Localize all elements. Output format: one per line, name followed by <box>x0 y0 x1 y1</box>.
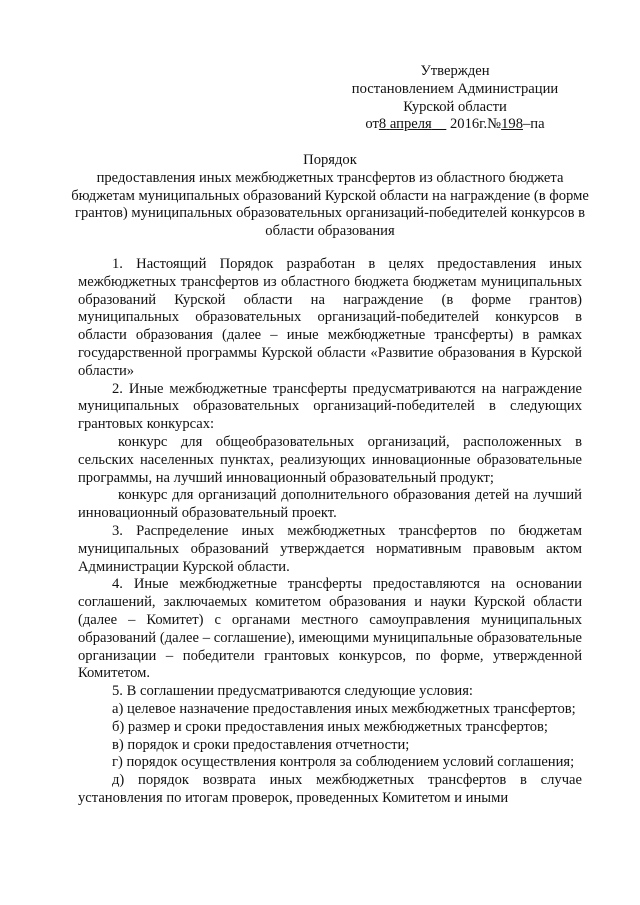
date-day: 8 <box>378 116 387 133</box>
document-title <box>70 152 590 241</box>
approval-line-3: Курской области <box>403 98 507 115</box>
paragraph-5-b: б) размер и сроки предоставления иных межбюджетных трансфертов; <box>112 718 548 735</box>
paragraph-5-e: д) порядок возврата иных межбюджетных трансфертов в случае установления по итогам проверок, проведенных Комитетом и иными <box>78 772 582 806</box>
date-number: 198 <box>501 116 523 133</box>
title-subtitle: предоставления иных межбюджетных трансфертов из областного бюджета бюджетам муниципальных образований Курской области на награждение (в форме грантов) муниципальных образовательных организаций-победителей конкурсов в области образования <box>71 169 589 240</box>
paragraph-5: 5. В соглашении предусматриваются следующие условия: <box>112 683 473 700</box>
approval-line-2: постановлением Администрации <box>351 80 559 97</box>
title-heading: Порядок <box>303 152 357 168</box>
paragraph-4: 4. Иные межбюджетные трансферты предоставляются на основании соглашений, заключаемых комитетом образования и науки Курской области (далее – Комитет) с органами местного самоуправления муниципальных образований (далее – соглашение), имеющими муниципальные образовательные организации – победители грантовых конкурсов, по форме, утвержденной Комитетом. <box>78 576 582 682</box>
date-month: апреля <box>389 116 432 133</box>
paragraph-2: 2. Иные межбюджетные трансферты предусматриваются на награждение муниципальных образовательных организаций-победителей в следующих грантовых конкурсах: <box>78 380 582 433</box>
paragraph-1: 1. Настоящий Порядок разработан в целях предоставления иных межбюджетных трансфертов из областного бюджета бюджетам муниципальных образований Курской области на награждение (в форме грантов) муниципальных образовательных организаций-победителей конкурсов в области образования (далее – иные межбюджетные трансферты) в рамках государственной программы Курской области «Развитие образования в Курской области» <box>78 256 582 379</box>
paragraph-3: 3. Распределение иных межбюджетных трансфертов по бюджетам муниципальных образований утверждается нормативным правовым актом Администрации Курской области. <box>78 522 582 575</box>
paragraph-5-c: в) порядок и сроки предоставления отчетности; <box>112 736 410 753</box>
approval-date-line <box>330 116 580 134</box>
document-body <box>78 256 582 808</box>
paragraph-5-d: г) порядок осуществления контроля за соблюдением условий соглашения; <box>112 754 575 771</box>
date-month-spacer-2 <box>432 116 447 132</box>
date-year: 2016г.№ <box>449 116 502 133</box>
approval-stamp <box>330 63 580 134</box>
approval-line-1: Утвержден <box>420 63 490 79</box>
paragraph-2-contest-2: конкурс для организаций дополнительного образования детей на лучший инновационный образовательный проект. <box>78 487 582 522</box>
paragraph-2-contest-1: конкурс для общеобразовательных организаций, расположенных в сельских населенных пунктах, реализующих инновационные образовательные программы, на лучший инновационный образовательный продукт; <box>78 433 582 486</box>
date-prefix: от <box>365 116 379 133</box>
date-suffix: –па <box>522 116 545 133</box>
paragraph-5-a: а) целевое назначение предоставления иных межбюджетных трансфертов; <box>112 700 576 717</box>
